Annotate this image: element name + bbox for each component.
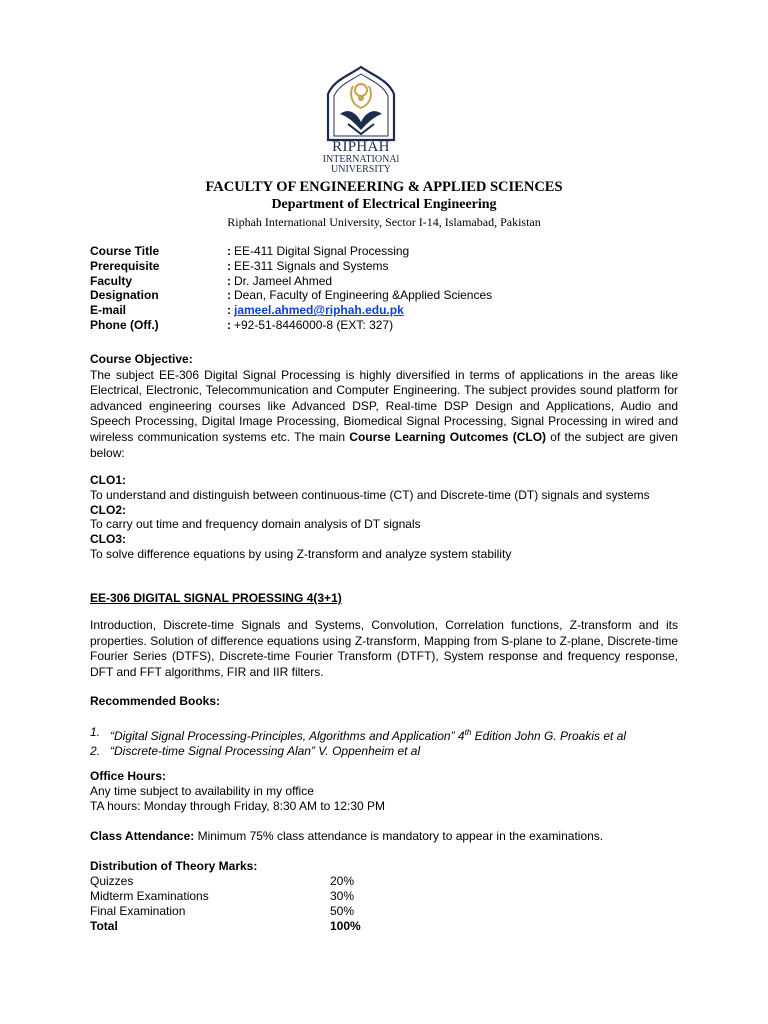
info-label: Course Title: [90, 244, 160, 258]
info-label: Designation: [90, 288, 159, 303]
info-colon: :: [227, 244, 231, 258]
list-item: [90, 744, 678, 759]
info-label: Faculty: [90, 273, 133, 288]
list-item: [90, 725, 678, 744]
info-colon: :: [227, 258, 231, 273]
university-logo: [318, 64, 404, 194]
books-list: [90, 725, 678, 759]
total-label: Total: [90, 919, 118, 933]
section-title: Distribution of Theory Marks:: [90, 859, 258, 873]
marks-value: 30%: [330, 889, 355, 903]
office-line: TA hours: Monday through Friday, 8:30 AM to 12:30 PM: [90, 799, 386, 813]
table-row: [90, 889, 678, 904]
books-heading: Recommended Books:: [90, 694, 221, 708]
book-title: “Digital Signal Processing-Principles, Algorithms and Application” 4: [110, 729, 465, 743]
address-line: Riphah International University, Sector I-14, Islamabad, Pakistan: [227, 215, 541, 229]
attendance-label: Class Attendance:: [90, 829, 195, 843]
clo-text: To solve difference equations by using Z-transform and analyze system stability: [90, 546, 512, 561]
attendance-text: Minimum 75% class attendance is mandatory to appear in the examinations.: [194, 829, 604, 843]
marks-label: Final Examination: [90, 904, 186, 918]
info-label: E-mail: [90, 303, 127, 318]
email-link[interactable]: jameel.ahmed@riphah.edu.pk: [234, 303, 404, 318]
marks-distribution: [90, 859, 678, 934]
faculty-heading: FACULTY OF ENGINEERING & APPLIED SCIENCES: [205, 179, 563, 195]
clo-text: To carry out time and frequency domain analysis of DT signals: [90, 517, 421, 532]
info-row-phone: [90, 318, 492, 333]
objective-tail: of the subject are given below:: [90, 429, 678, 460]
list-number: 2.: [90, 744, 101, 758]
info-row-email: [90, 303, 492, 318]
clo-label: CLO2:: [90, 502, 126, 517]
info-row-course-title: [90, 244, 492, 259]
course-content-paragraph: Introduction, Discrete-time Signals and Systems, Convolution, Correlation functions, Z-transform and its properties. Solution of difference equations using Z-transform, Mapping from S-plane to Z-plane, Discrete-time Fourier Series (DTFS), Discrete-time Fourier Transform (DTFT), System response and frequency response, DFT and FFT algorithms, FIR and IIR filters.: [90, 618, 678, 679]
info-value: Dr. Jameel Ahmed: [234, 273, 333, 288]
office-hours-section: [90, 769, 678, 814]
total-value: 100%: [330, 919, 361, 933]
book-title: “Discrete-time Signal Processing Alan” V. Oppenheim et al: [110, 744, 421, 758]
table-row: [90, 904, 678, 919]
marks-label: Quizzes: [90, 874, 134, 888]
info-row-designation: [90, 288, 492, 303]
clo-label: CLO3:: [90, 532, 126, 547]
clo-text: To understand and distinguish between continuous-time (CT) and Discrete-time (DT) signals and systems: [90, 487, 650, 502]
office-line: Any time subject to availability in my office: [90, 784, 314, 798]
info-colon: :: [227, 288, 231, 303]
info-label: Phone (Off.): [90, 317, 159, 332]
info-colon: :: [227, 273, 231, 288]
logo-name: RIPHAH: [332, 139, 390, 155]
info-value: EE-311 Signals and Systems: [234, 258, 389, 273]
section-title: Course Objective:: [90, 352, 193, 366]
info-value: EE-411 Digital Signal Processing: [234, 244, 410, 258]
book-entry: [110, 725, 626, 744]
info-colon: :: [227, 303, 231, 318]
info-row-faculty: [90, 274, 492, 289]
table-row: [90, 874, 678, 889]
info-label: Prerequisite: [90, 258, 160, 273]
marks-value: 20%: [330, 874, 355, 888]
objective-paragraph: [90, 368, 678, 462]
logo-line2: INTERNATIONAl: [322, 154, 400, 165]
objective-text: The subject EE-306 Digital Signal Processing is highly diversified in terms of applications in the areas like Electrical, Electronic, Telecommunication and Computer Engineering. The subject provides sound platform for advanced engineering courses like Advanced DSP, Real-time DSP Design and Applications, Audio and Speech Processing, Digital Image Processing, Biomedical Signal Processing, Signal Processing in wired and wireless communication systems etc. The main: [90, 367, 678, 444]
info-row-prerequisite: [90, 259, 492, 274]
book-superscript: th: [464, 728, 472, 737]
list-number: 1.: [90, 725, 101, 739]
department-heading: Department of Electrical Engineering: [271, 197, 497, 212]
course-heading: EE-306 DIGITAL SIGNAL PROESSING 4(3+1): [90, 591, 342, 605]
marks-value: 50%: [330, 904, 355, 918]
course-info-table: [90, 244, 492, 333]
info-value: Dean, Faculty of Engineering &Applied Sciences: [234, 288, 493, 303]
info-value: +92-51-8446000-8 (EXT: 327): [234, 317, 394, 332]
total-row: [90, 919, 678, 934]
clo-section: [90, 473, 678, 562]
section-title: Office Hours:: [90, 769, 167, 783]
info-colon: :: [227, 317, 231, 332]
marks-label: Midterm Examinations: [90, 889, 209, 903]
course-objective-section: [90, 352, 678, 461]
crest-icon: [318, 64, 404, 142]
clo-label: CLO1:: [90, 473, 126, 487]
book-rest: Edition John G. Proakis et al: [471, 729, 627, 743]
logo-line3: UNIVERSITY: [331, 164, 391, 175]
clo-term: Course Learning Outcomes (CLO): [349, 429, 547, 444]
attendance-line: [90, 829, 678, 844]
